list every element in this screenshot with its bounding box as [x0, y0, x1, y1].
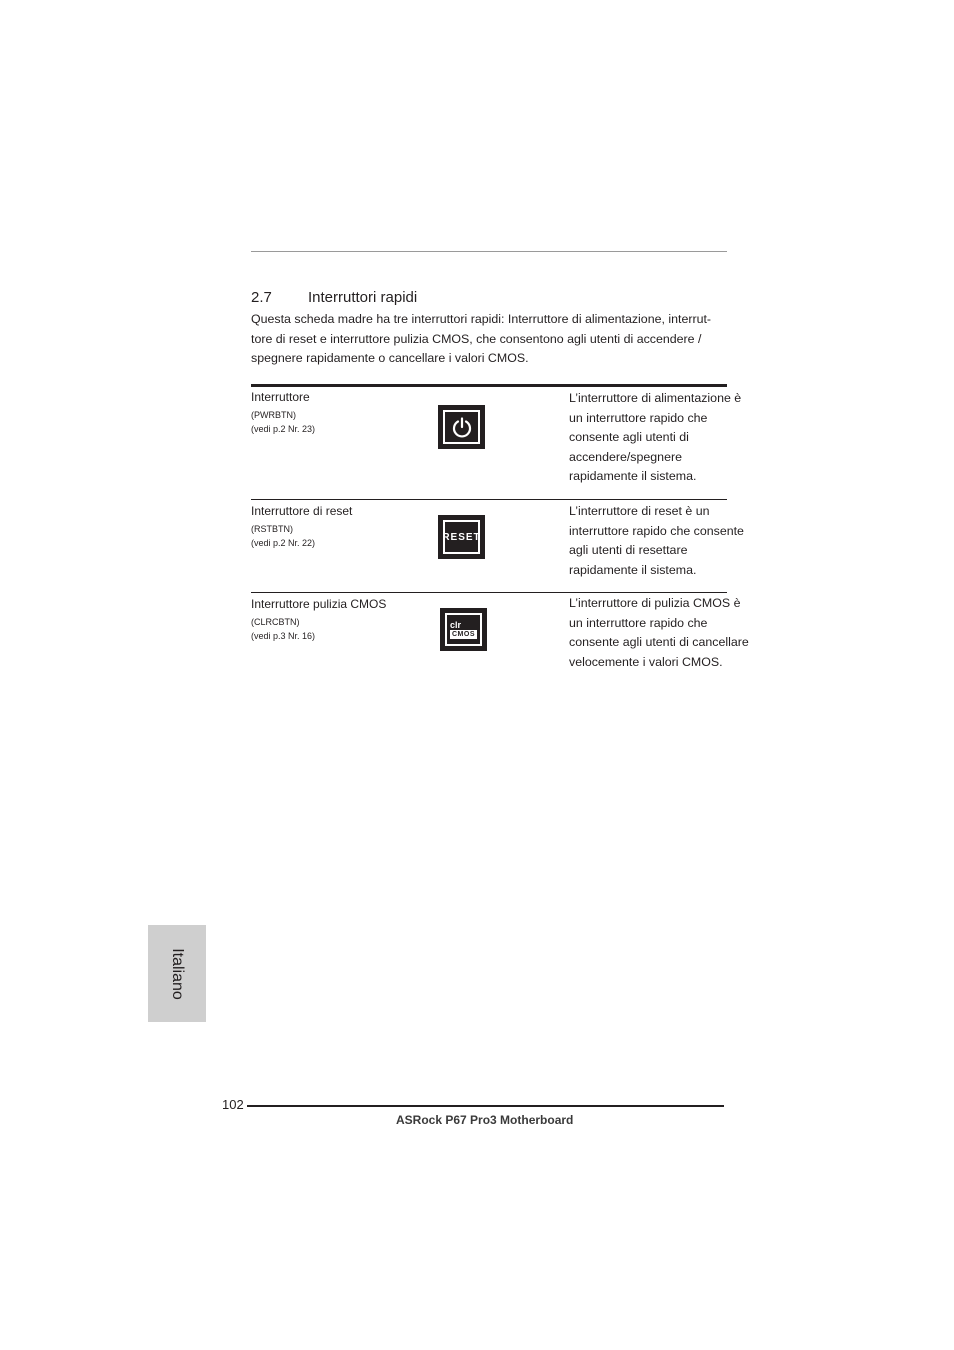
power-button-image [438, 405, 485, 449]
switch-name-power: Interruttore [251, 390, 310, 404]
clear-cmos-icon: clr CMOS [445, 613, 482, 646]
reset-button-image [438, 515, 485, 559]
intro-line: tore di reset e interruttore pulizia CMOS, che consentono agli utenti di accendere / [251, 331, 702, 346]
row-divider [251, 592, 727, 593]
switch-desc-clrcmos: L’interruttore di pulizia CMOS è un interruttore rapido che consente agli utenti di cancellare velocemente i valori CMOS. [569, 596, 749, 669]
intro-line: Questa scheda madre ha tre interruttori rapidi: Interruttore di alimentazione, interrut- [251, 312, 712, 326]
intro-paragraph [251, 310, 731, 369]
top-divider [251, 251, 727, 252]
language-side-tab [148, 925, 206, 1022]
section-title: Interruttori rapidi [308, 289, 418, 306]
footer-title: ASRock P67 Pro3 Motherboard [396, 1113, 574, 1127]
section-number: 2.7 [251, 289, 272, 306]
switch-desc-reset: L’interruttore di reset è un interruttore rapido che consente agli utenti di resettare rapidamente il sistema. [569, 504, 744, 577]
switch-name-reset: Interruttore di reset [251, 504, 353, 518]
switch-code-power: (PWRBTN) (vedi p.2 Nr. 23) [251, 410, 316, 434]
intro-line: spegnere rapidamente o cancellare i valori CMOS. [251, 351, 529, 366]
page-number: 102 [222, 1097, 244, 1112]
footer-divider [247, 1105, 724, 1107]
clear-cmos-button-image [440, 608, 487, 651]
section-heading [251, 289, 417, 306]
power-icon [443, 410, 480, 444]
switch-code-clrcmos: (CLRCBTN) (vedi p.3 Nr. 16) [251, 617, 316, 641]
table-top-rule [251, 384, 727, 387]
switch-desc-power: L’interruttore di alimentazione è un interruttore rapido che consente agli utenti di accendere/spegnere rapidamente il sistema. [569, 391, 742, 483]
switch-code-reset: (RSTBTN) (vedi p.2 Nr. 22) [251, 524, 316, 548]
row-divider [251, 499, 727, 500]
reset-icon: RESET [443, 520, 480, 554]
language-label: Italiano [169, 947, 186, 1000]
switch-name-clrcmos: Interruttore pulizia CMOS [251, 597, 387, 611]
